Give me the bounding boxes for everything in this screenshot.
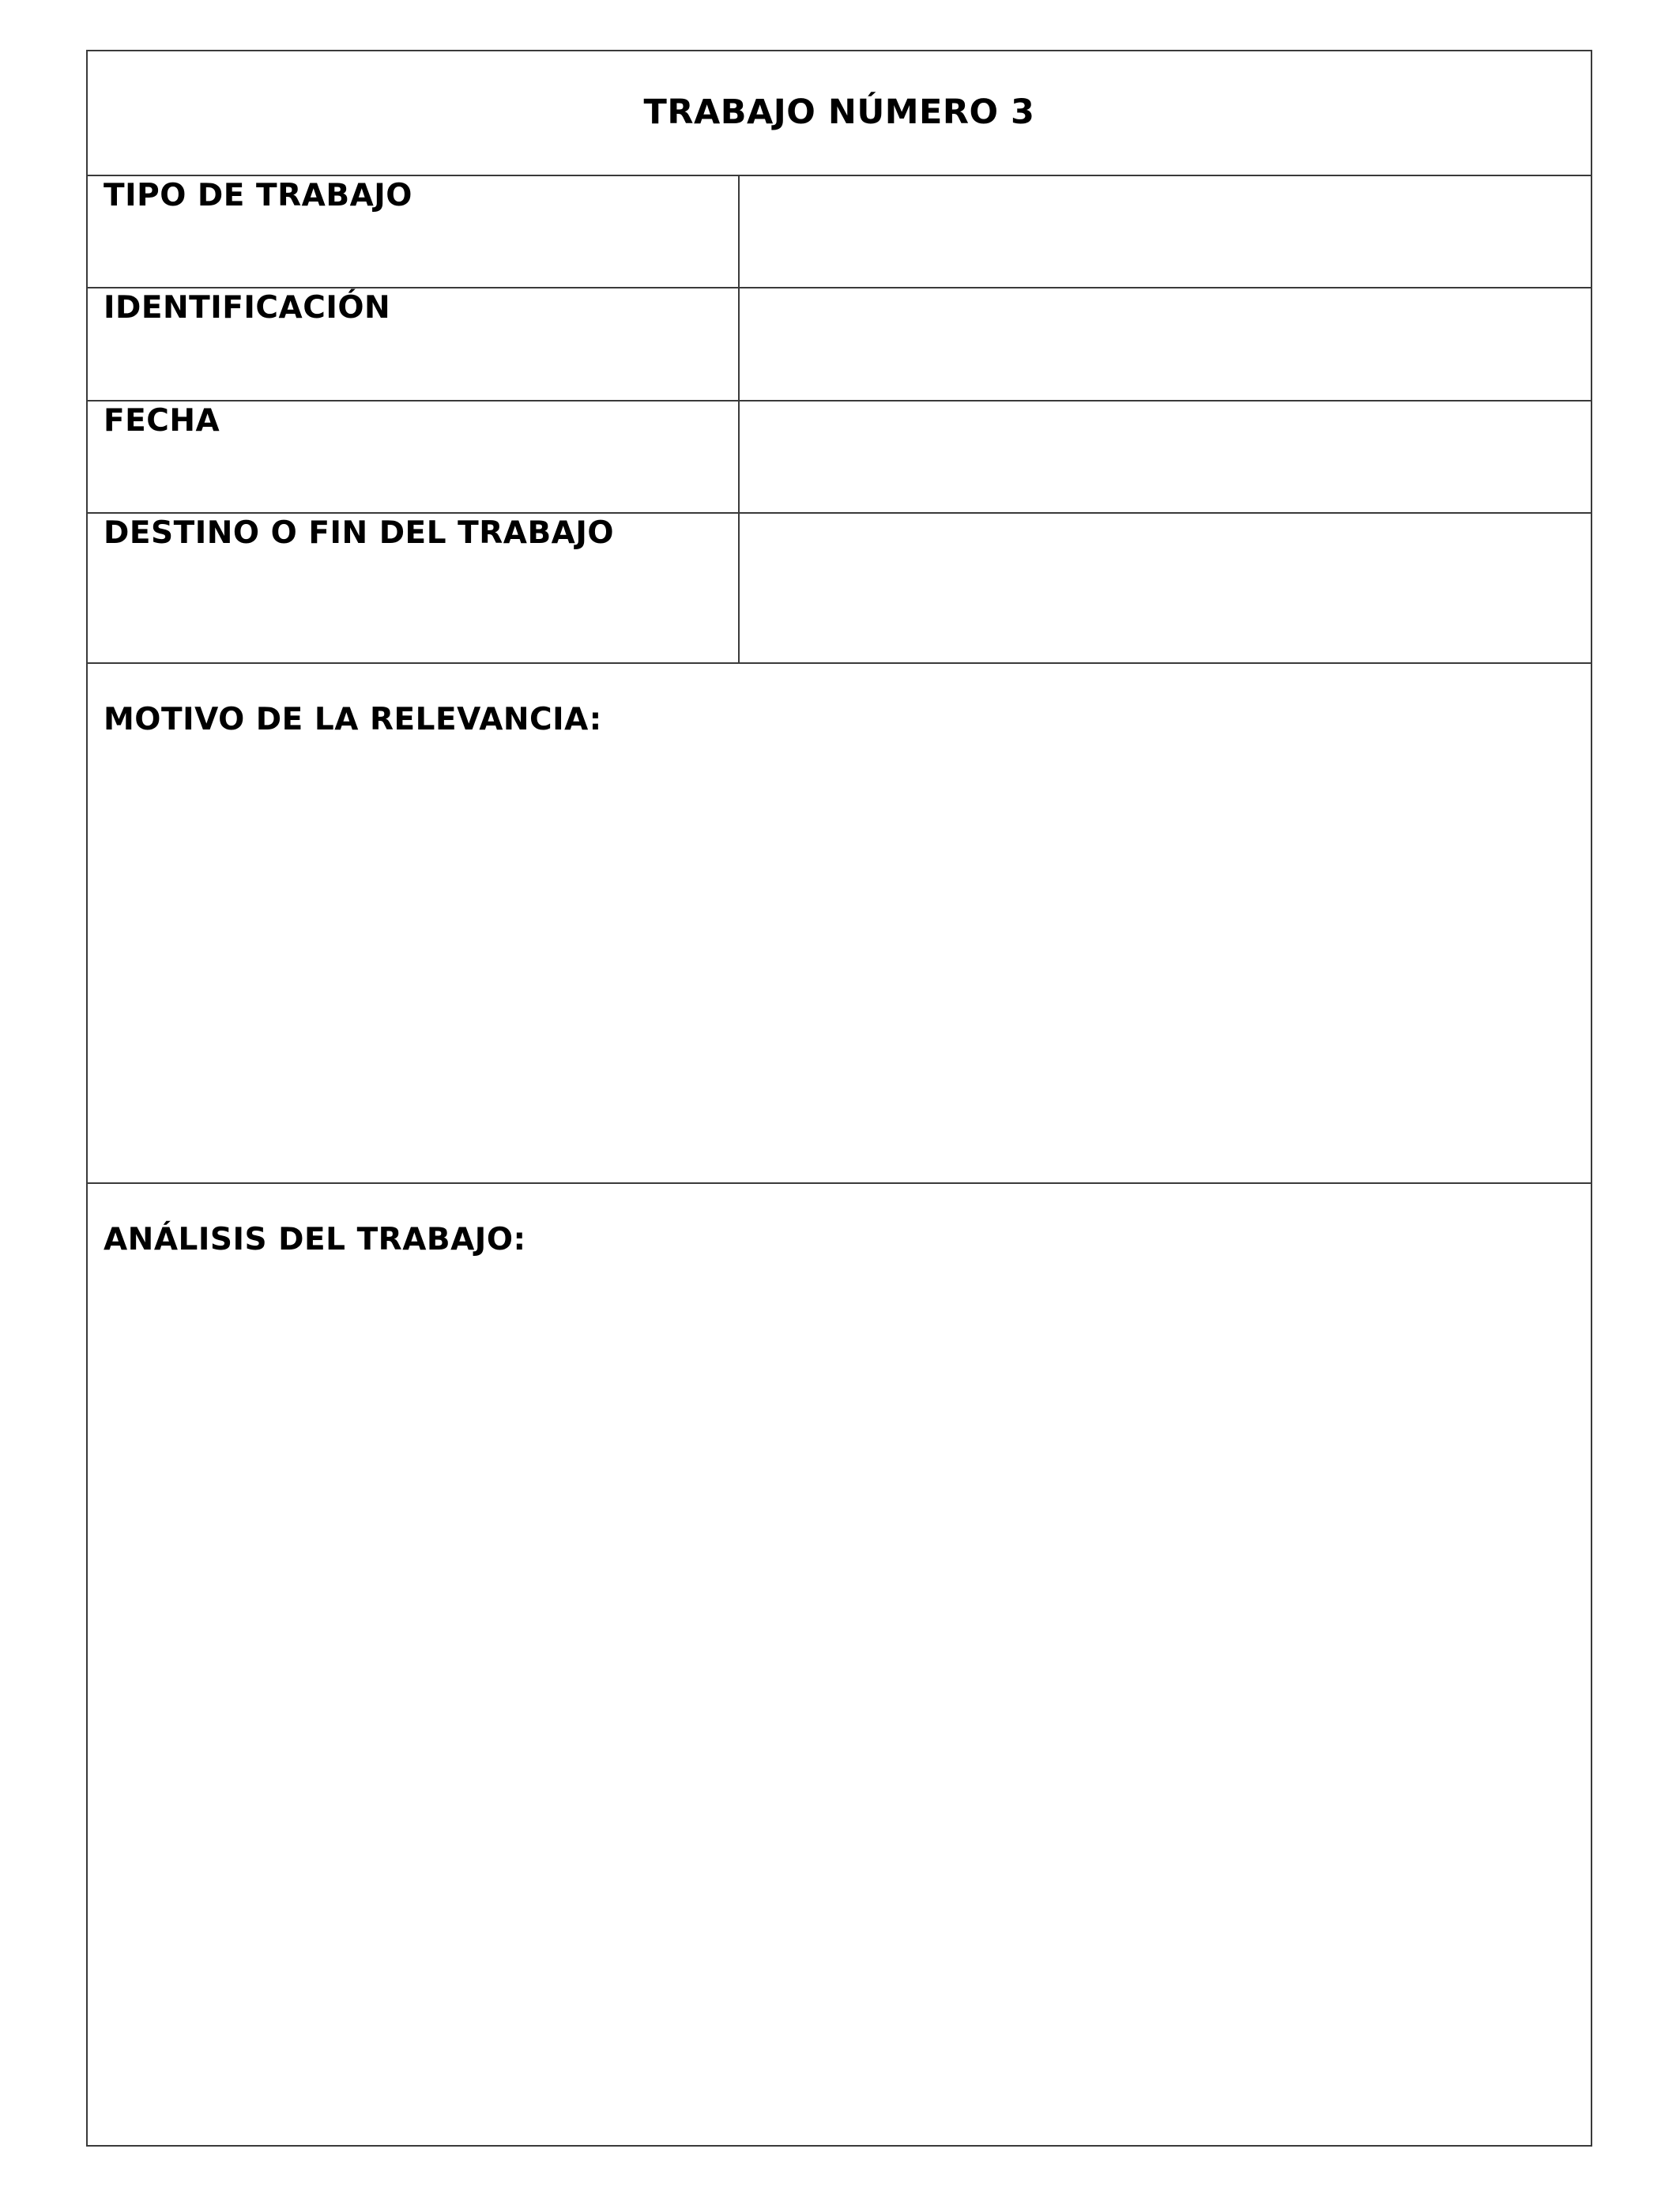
work-form [86, 50, 1592, 2147]
field-label-tipo-de-trabajo: TIPO DE TRABAJO [104, 178, 412, 213]
field-row-tipo-de-trabajo [88, 176, 1591, 288]
field-label-destino: DESTINO O FIN DEL TRABAJO [104, 515, 615, 551]
field-value-identificacion[interactable] [740, 288, 1591, 400]
field-row-identificacion [88, 288, 1591, 401]
field-value-tipo-de-trabajo[interactable] [740, 176, 1591, 287]
field-row-destino [88, 514, 1591, 664]
field-label-fecha: FECHA [104, 403, 220, 439]
section-analisis-trabajo [88, 1184, 1591, 2145]
field-value-fecha[interactable] [740, 401, 1591, 512]
field-label-cell [88, 401, 740, 512]
section-label-motivo: MOTIVO DE LA RELEVANCIA: [104, 702, 602, 737]
section-body-analisis[interactable] [104, 1271, 1575, 2129]
section-body-motivo[interactable] [104, 751, 1575, 1167]
field-label-cell [88, 514, 740, 662]
form-title: TRABAJO NÚMERO 3 [643, 92, 1035, 132]
field-row-fecha [88, 401, 1591, 514]
form-title-row [88, 51, 1591, 176]
field-label-cell [88, 288, 740, 400]
field-label-cell [88, 176, 740, 287]
field-label-identificacion: IDENTIFICACIÓN [104, 290, 391, 326]
section-motivo-relevancia [88, 664, 1591, 1184]
field-value-destino[interactable] [740, 514, 1591, 662]
section-label-analisis: ANÁLISIS DEL TRABAJO: [104, 1222, 526, 1257]
